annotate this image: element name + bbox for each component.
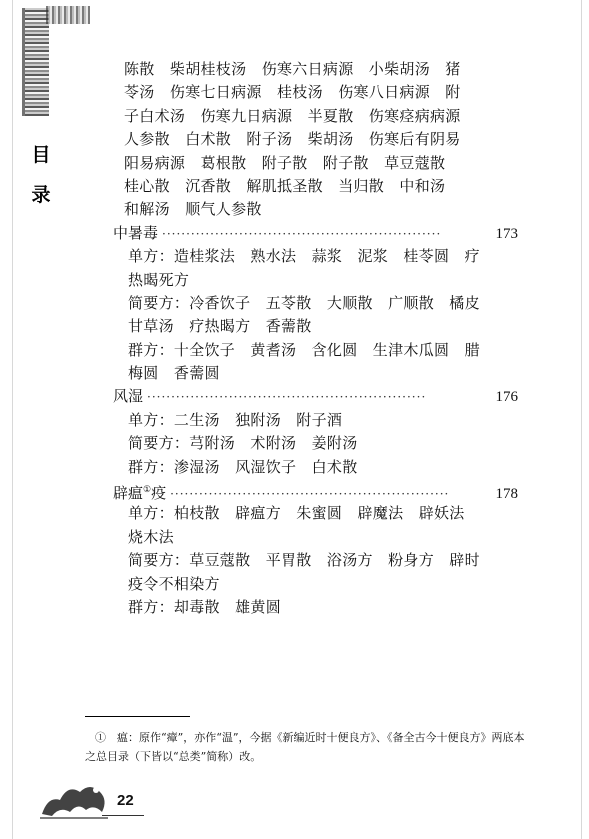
toc-line: 简要方：芎附汤 术附汤 姜附汤 [128, 434, 358, 453]
toc-line: 单方：造桂浆法 熟水法 蒜浆 泥浆 桂苓圆 疗 [128, 247, 480, 266]
page-number-rule [102, 815, 144, 816]
entry-subitems [113, 502, 518, 619]
section-label [28, 135, 54, 215]
toc-line: 疫令不相染方 [128, 574, 220, 593]
toc-line: 简要方：草豆蔻散 平胃散 浴汤方 粉身方 辟时 [128, 551, 480, 570]
toc-line: 梅圆 香薷圆 [128, 364, 220, 383]
toc-entry-epidemic[interactable] [113, 479, 518, 502]
dragon-ornament-icon [38, 774, 110, 820]
leader-dots: ·························································· [170, 487, 450, 502]
corner-ornament-top [46, 6, 90, 24]
toc-line: 简要方：冷香饮子 五苓散 大顺散 广顺散 橘皮 [128, 293, 480, 312]
continued-item-list [113, 58, 518, 222]
page-number: 22 [117, 792, 134, 809]
toc-line: 群方：十全饮子 黄耆汤 含化圆 生津木瓜圆 腊 [128, 340, 480, 359]
toc-line: 子白术汤 伤寒九日病源 半夏散 伤寒痉病病源 [124, 106, 461, 125]
leader-dots: ·························································· [147, 390, 427, 405]
toc-line: 苓汤 伤寒七日病源 桂枝汤 伤寒八日病源 附 [124, 83, 461, 102]
section-label-char: 目 [31, 144, 51, 166]
entry-page-number: 173 [495, 225, 518, 242]
toc-line: 和解汤 顺气人参散 [124, 200, 262, 219]
toc-line: 桂心散 沉香散 解肌抵圣散 当归散 中和汤 [124, 176, 446, 195]
entry-page-number: 178 [495, 486, 518, 503]
toc-line: 单方：二生汤 独附汤 附子酒 [128, 410, 343, 429]
footnote: ① 瘟：原作“瘴”，亦作“温”，今据《新编近时十便良方》、《备全古今十便良方》两底本之总目录（下皆以“总类”简称）改。 [85, 731, 525, 763]
corner-ornament [22, 8, 49, 116]
toc-line: 阳易病源 葛根散 附子散 附子散 草豆蔻散 [124, 153, 446, 172]
entry-title-part: 辟瘟 [113, 484, 144, 503]
toc-line: 人参散 白术散 附子汤 柴胡汤 伤寒后有阴易 [124, 130, 461, 149]
toc-line: 群方：却毒散 雄黄圆 [128, 597, 282, 616]
table-of-contents [113, 58, 518, 619]
toc-line: 甘草汤 疗热暍方 香薷散 [128, 317, 312, 336]
entry-subitems [113, 245, 518, 385]
entry-title: 中暑毒 [113, 223, 159, 242]
entry-subitems [113, 409, 518, 479]
footnote-divider [85, 716, 190, 717]
toc-line: 陈散 柴胡桂枝汤 伤寒六日病源 小柴胡汤 猪 [124, 60, 461, 78]
toc-line: 单方：柏枝散 辟瘟方 朱蜜圆 辟魔法 辟妖法 [128, 504, 465, 523]
entry-title-part: 疫 [151, 484, 167, 503]
toc-entry-wind-damp[interactable] [113, 385, 518, 408]
toc-line: 热暍死方 [128, 270, 190, 289]
footnote-marker[interactable]: ① [143, 485, 152, 496]
entry-page-number: 176 [495, 389, 518, 406]
leader-dots: ·························································· [162, 226, 442, 241]
section-label-char: 录 [31, 184, 51, 206]
toc-entry-heatstroke[interactable] [113, 222, 518, 245]
toc-line: 群方：渗湿汤 风湿饮子 白术散 [128, 457, 358, 476]
entry-title: 风湿 [113, 387, 144, 406]
toc-line: 烧木法 [128, 527, 174, 546]
